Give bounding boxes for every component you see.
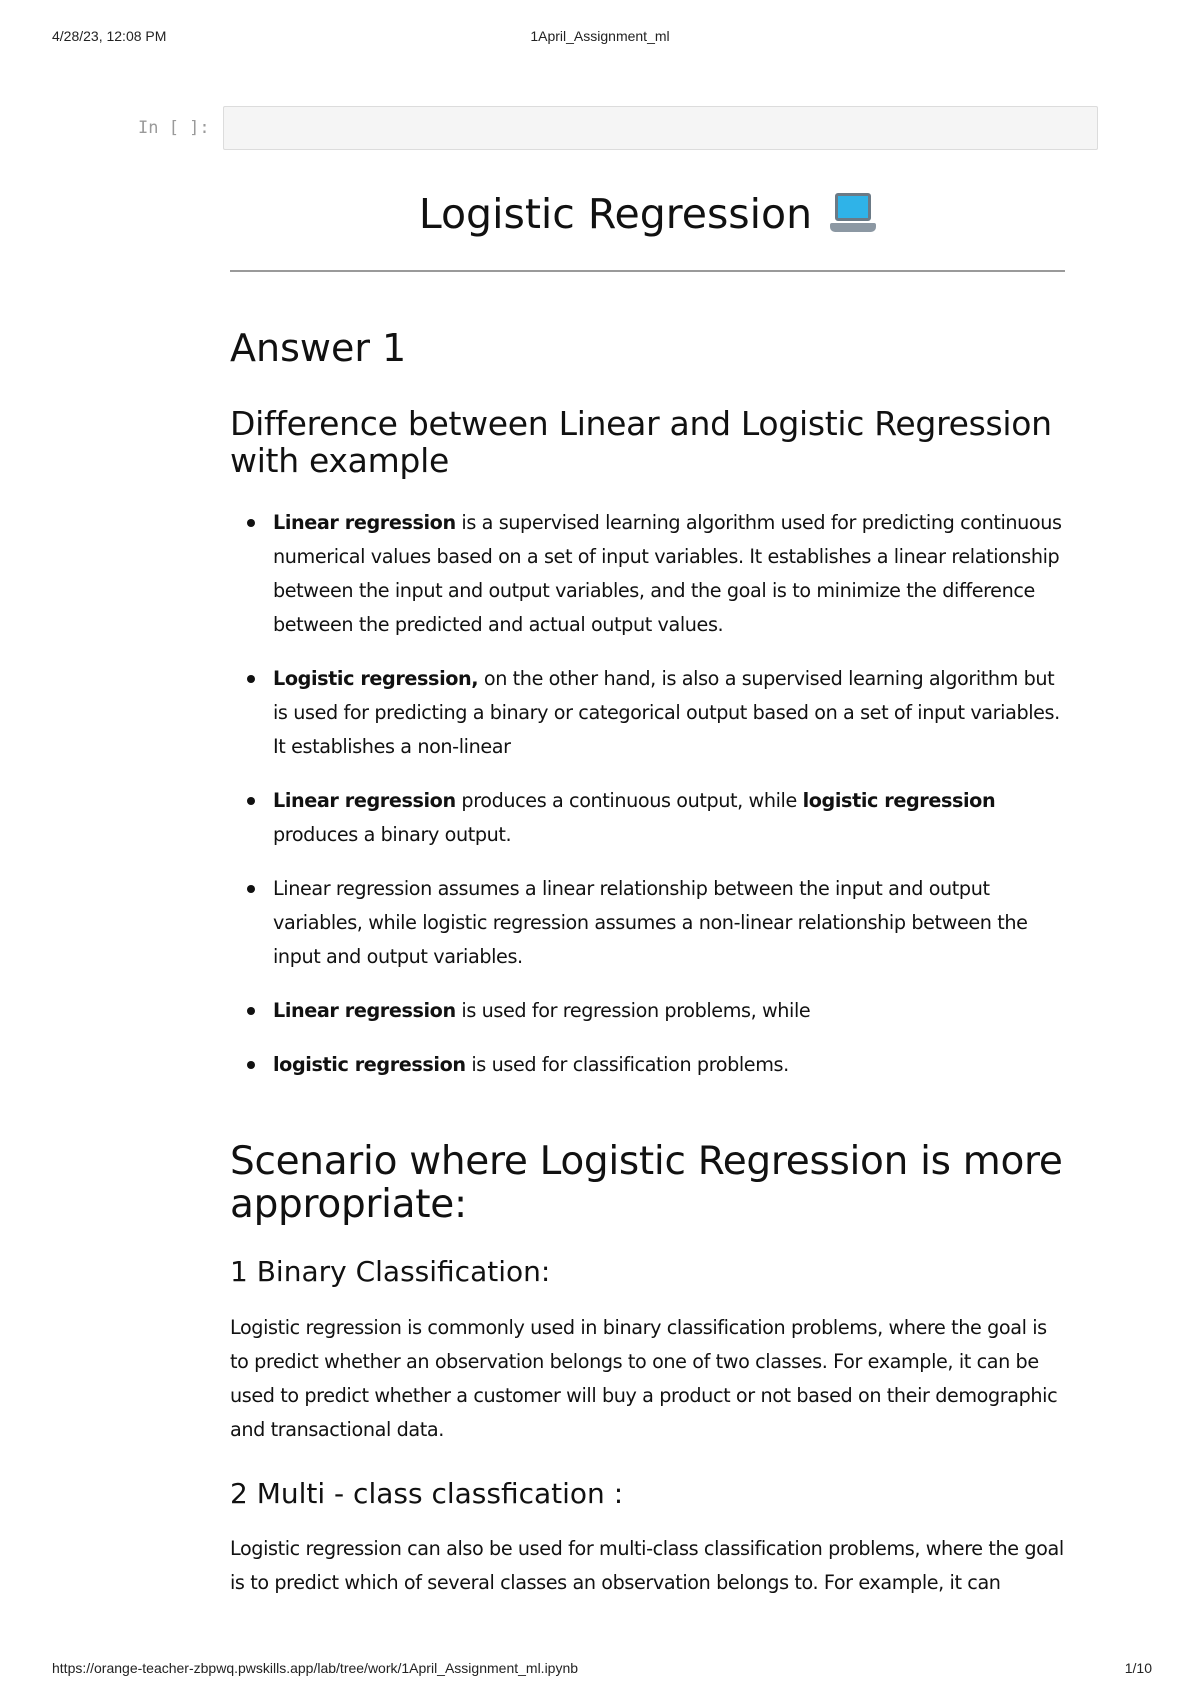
- list-item-text: is a supervised learning algorithm used for predicting continuous numerical values based on a set of input variables. It establishes a linear relationship between the input and output variables, and the goal is to minimize the difference between the predicted and actual output values.: [273, 510, 1062, 636]
- case-body: Logistic regression is commonly used in binary classification problems, where the goal is to predict whether an observation belongs to one of two classes. For example, it can be used to predict whether a customer will buy a product or not based on their demographic and transactional data.: [230, 1315, 1058, 1441]
- list-item-text: is used for classification problems.: [465, 1052, 789, 1076]
- list-item: [273, 506, 1070, 642]
- list-item-bold: Linear regression: [273, 788, 456, 812]
- scenario-heading: Scenario where Logistic Regression is more appropriate:: [230, 1138, 1063, 1228]
- print-datetime: 4/28/23, 12:08 PM: [52, 28, 167, 44]
- code-cell[interactable]: [120, 106, 1100, 150]
- list-item-text: is used for regression problems, while: [455, 998, 811, 1022]
- markdown-content: [230, 318, 1070, 1630]
- list-item-text: on the other hand, is also a supervised learning algorithm but is used for predicting a binary or categorical output based on a set of input variables. It establishes a non-linear: [273, 666, 1060, 758]
- list-item-text: Linear regression assumes a linear relationship between the input and output variables, while logistic regression assumes a non-linear relationship between the input and output variables.: [273, 876, 1028, 968]
- list-item-text-2: produces a binary output.: [273, 822, 512, 846]
- title-block: [230, 190, 1065, 238]
- list-item-text: produces a continuous output, while: [455, 788, 803, 812]
- laptop-icon: [830, 191, 876, 237]
- cell-prompt: In [ ]:: [138, 118, 210, 138]
- list-item: [273, 1048, 1070, 1082]
- case-heading: 1 Binary Classification:: [230, 1255, 551, 1289]
- list-item-bold: Logistic regression,: [273, 666, 479, 690]
- list-item: [273, 784, 1070, 852]
- difference-list: [230, 506, 1070, 1082]
- list-item-bold: logistic regression: [273, 1052, 466, 1076]
- print-url: https://orange-teacher-zbpwq.pwskills.app/lab/tree/work/1April_Assignment_ml.ipynb: [52, 1660, 579, 1676]
- print-page-number: 1/10: [1124, 1660, 1152, 1676]
- answer-heading: Answer 1: [230, 326, 407, 370]
- title-divider: [230, 270, 1065, 272]
- case-heading: 2 Multi - class classfication :: [230, 1476, 624, 1510]
- list-item-bold: Linear regression: [273, 510, 456, 534]
- list-item-bold: Linear regression: [273, 998, 456, 1022]
- list-item-bold-2: logistic regression: [802, 788, 996, 812]
- list-item: [273, 872, 1070, 974]
- page-title: Logistic Regression: [418, 190, 813, 238]
- list-item: [273, 994, 1070, 1028]
- list-item: [273, 662, 1070, 764]
- case-body: Logistic regression can also be used for multi-class classification problems, where the goal is to predict which of several classes an observation belongs to. For example, it can: [230, 1537, 1064, 1595]
- code-input[interactable]: [223, 106, 1098, 150]
- print-doc-title: 1April_Assignment_ml: [530, 28, 670, 44]
- difference-heading: Difference between Linear and Logistic Regression with example: [230, 403, 1052, 480]
